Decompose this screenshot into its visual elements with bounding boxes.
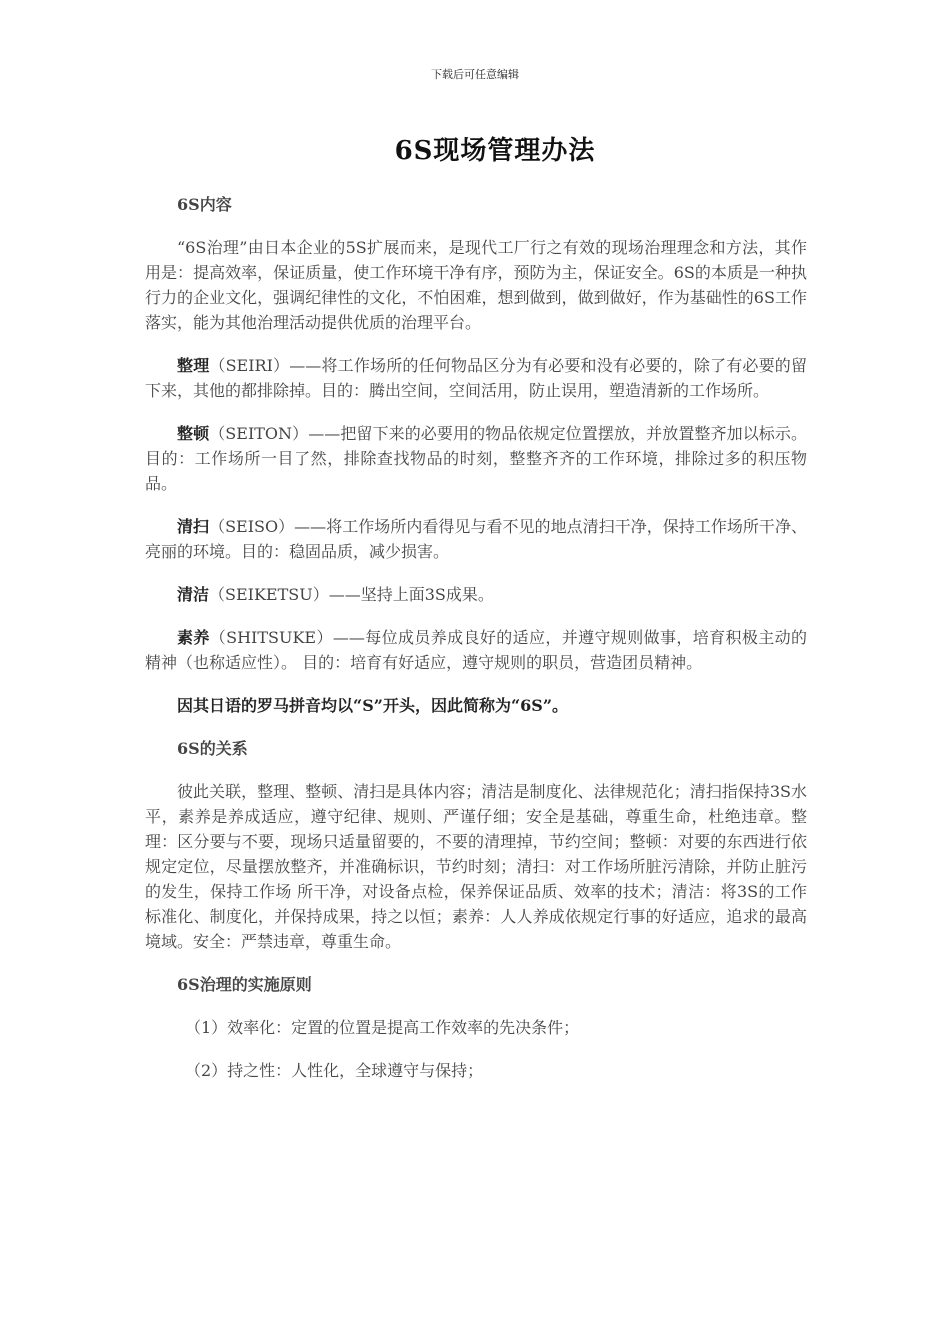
principle-item: （1）效率化：定置的位置是提高工作效率的先决条件； (185, 1018, 580, 1037)
item-text: （SEITON）——把留下来的必要用的物品依规定位置摆放，并放置整齐加以标示。目的：工作场所一目了然，排除查找物品的时刻，整整齐齐的工作环境，排除过多的积压物品。 (145, 424, 807, 493)
document-title: 6S现场管理办法 (394, 136, 596, 166)
principle-item: （2）持之性：人性化，全球遵守与保持； (185, 1061, 484, 1080)
summary-line: 因其日语的罗马拼音均以“S”开头，因此简称为“6S”。 (177, 696, 569, 715)
item-paragraph-seiketsu (145, 582, 807, 607)
intro-paragraph: “6S治理”由日本企业的5S扩展而来，是现代工厂行之有效的现场治理理念和方法，其作用是：提高效率，保证质量，使工作环境干净有序，预防为主，保证安全。6S的本质是一种执行力的企业文化，强调纪律性的文化，不怕困难，想到做到，做到做好，作为基础性的6S工作落实，能为其他治理活动提供优质的治理平台。 (145, 238, 807, 332)
item-text: （SEIKETSU）——坚持上面3S成果。 (209, 585, 494, 604)
item-term: 整顿 (177, 424, 210, 443)
item-paragraph-seiri (145, 353, 807, 403)
header-note: 下载后可任意编辑 (431, 68, 519, 81)
item-paragraph-seiton (145, 421, 807, 496)
section-heading-content: 6S内容 (177, 195, 232, 214)
item-paragraph-shitsuke (145, 625, 807, 675)
item-term: 整理 (177, 356, 210, 375)
section-heading-relation: 6S的关系 (177, 739, 248, 758)
item-paragraph-seiso (145, 514, 807, 564)
item-text: （SEISO）——将工作场所内看得见与看不见的地点清扫干净，保持工作场所干净、亮丽的环境。目的：稳固品质，减少损害。 (145, 517, 807, 561)
item-term: 清扫 (177, 517, 210, 536)
item-text: （SHITSUKE）——每位成员养成良好的适应，并遵守规则做事，培育积极主动的精神（也称适应性）。 目的：培育有好适应，遵守规则的职员，营造团员精神。 (145, 628, 807, 672)
document-body (145, 192, 807, 1101)
relation-paragraph: 彼此关联，整理、整顿、清扫是具体内容；清洁是制度化、法律规范化；清扫指保持3S水平，素养是养成适应，遵守纪律、规则、严谨仔细；安全是基础，尊重生命，杜绝违章。整理：区分要与不要，现场只适量留要的，不要的清理掉，节约空间；整顿：对要的东西进行依规定定位，尽量摆放整齐，并准确标识，节约时刻；清扫：对工作场所脏污清除，并防止脏污的发生，保持工作场 所干净，对设备点检，保养保证品质、效率的技术；清洁：将3S的工作标准化、制度化，并保持成果，持之以恒；素养：人人养成依规定行事的好适应，追求的最高境域。安全：严禁违章，尊重生命。 (145, 782, 807, 951)
section-heading-principles: 6S治理的实施原则 (177, 975, 312, 994)
item-term: 清洁 (177, 585, 210, 604)
item-text: （SEIRI）——将工作场所的任何物品区分为有必要和没有必要的，除了有必要的留下来，其他的都排除掉。目的：腾出空间，空间活用，防止误用，塑造清新的工作场所。 (145, 356, 807, 400)
item-term: 素养 (177, 628, 210, 647)
